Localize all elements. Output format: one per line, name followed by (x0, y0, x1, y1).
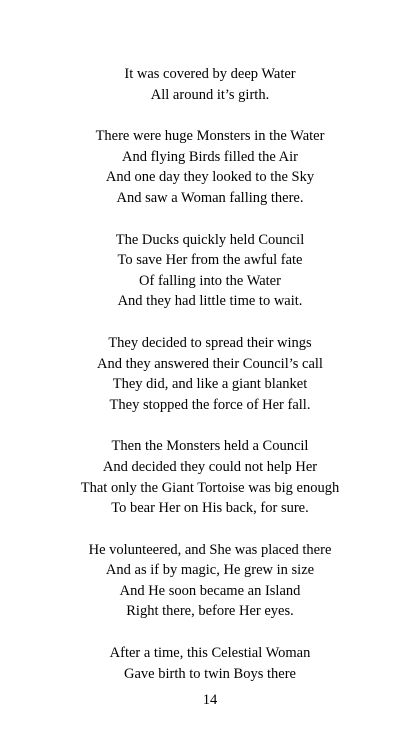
poem-line: It was covered by deep Water (124, 66, 296, 82)
poem-line: And He soon became an Island (119, 582, 301, 599)
poem-line: Right there, before Her eyes. (126, 603, 294, 620)
poem-line: And they had little time to wait. (117, 293, 303, 310)
poem-line: And saw a Woman falling there. (116, 189, 304, 206)
poem-line: And decided they could not help Her (102, 458, 318, 475)
poem-line: Then the Monsters held a Council (111, 438, 309, 455)
stanza (0, 540, 420, 622)
poem-line: They stopped the force of Her fall. (109, 396, 311, 413)
page-number: 14 (202, 692, 218, 708)
poem-line: And they answered their Council’s call (97, 355, 323, 372)
poem-line: Of falling into the Water (139, 272, 281, 289)
poem-line: He volunteered, and She was placed there (88, 541, 332, 558)
poem-line: There were huge Monsters in the Water (95, 128, 325, 145)
stanza (0, 126, 420, 208)
poem-line: And flying Birds filled the Air (122, 148, 298, 165)
poem-line: To bear Her on His back, for sure. (111, 500, 309, 517)
stanza (0, 436, 420, 518)
poem-line: Gave birth to twin Boys there (124, 665, 296, 682)
poem-line: After a time, this Celestial Woman (109, 645, 311, 662)
poem-line: To save Her from the awful fate (117, 252, 303, 269)
stanza (0, 333, 420, 415)
poem-line: And one day they looked to the Sky (105, 169, 315, 186)
poem-line: They decided to spread their wings (108, 334, 312, 351)
stanza (0, 230, 420, 312)
poem-line: They did, and like a giant blanket (112, 376, 308, 393)
stanza (0, 64, 420, 105)
poem-line: And as if by magic, He grew in size (105, 562, 315, 579)
poem-line: That only the Giant Tortoise was big enough (80, 479, 340, 496)
poem-line: The Ducks quickly held Council (115, 231, 305, 248)
stanza (0, 643, 420, 684)
poem-line: All around it’s girth. (150, 86, 270, 103)
poem-body (0, 64, 420, 705)
